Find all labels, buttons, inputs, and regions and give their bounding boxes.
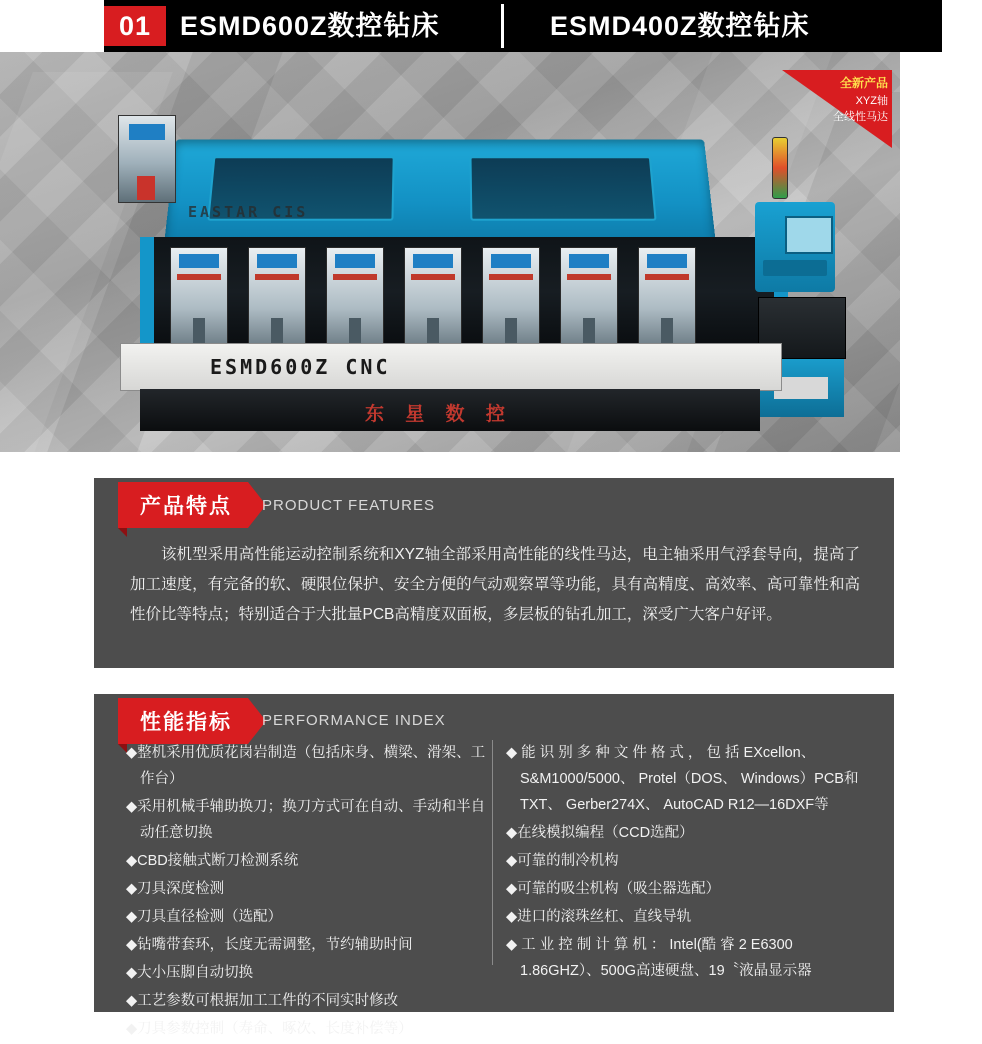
spindle-top-block <box>647 254 687 268</box>
machine-model-label: ESMD600Z CNC <box>210 355 391 379</box>
spindle-tool <box>349 318 361 346</box>
machine-chinese-label: 东 星 数 控 <box>365 404 513 425</box>
list-item: ◆采用机械手辅助换刀；换刀方式可在自动、手动和半自动任意切换 <box>126 799 486 841</box>
list-item: ◆可靠的吸尘机构（吸尘器选配） <box>506 881 721 897</box>
spindle-top-block <box>413 254 453 268</box>
cabinet-panel <box>774 377 828 399</box>
spindle-tool <box>271 318 283 346</box>
list-item: ◆ 能 识 别 多 种 文 件 格 式 ， 包 括 EXcellon、S&M1000/5000、 Protel（DOS、 Windows）PCB和 TXT、 Gerber274X、 AutoCAD R12—16DXF等 <box>506 745 859 813</box>
list-item: ◆刀具参数控制（寿命、啄次、长度补偿等） <box>126 1021 413 1037</box>
spindle-tool <box>505 318 517 346</box>
machine-indicator <box>129 124 165 140</box>
list-item: ◆刀具深度检测 <box>126 881 225 897</box>
performance-left-column <box>126 740 486 1044</box>
spindle-cable <box>333 274 377 280</box>
list-item: ◆钻嘴带套环，长度无需调整，节约辅助时间 <box>126 937 413 953</box>
section-number-badge: 01 <box>104 6 166 46</box>
list-item: ◆刀具直径检测（选配） <box>126 909 283 925</box>
machine-brand-text: EASTAR CIS <box>188 203 309 221</box>
drilling-machine-illustration <box>110 107 810 427</box>
spindle-top-block <box>335 254 375 268</box>
spindle-cable <box>567 274 611 280</box>
header-title-secondary: ESMD400Z数控钻床 <box>550 11 810 41</box>
performance-index-ribbon: 性能指标 <box>118 698 248 744</box>
list-item: ◆在线模拟编程（CCD选配） <box>506 825 694 841</box>
machine-canopy <box>164 139 717 247</box>
spindle-tool <box>661 318 673 346</box>
operator-control-panel <box>755 202 835 292</box>
spindle-cable <box>489 274 533 280</box>
badge-line-3: 全线性马达 <box>833 111 888 123</box>
header-divider <box>501 4 504 48</box>
machine-emergency-button <box>137 176 155 200</box>
badge-line-1: 全新产品 <box>839 76 888 90</box>
new-product-badge <box>782 70 892 140</box>
list-item: ◆ 工 业 控 制 计 算 机 ： Intel(酷 睿 2 E6300 1.86GHZ）、500G高速硬盘、19〝液晶显示器 <box>506 937 812 979</box>
list-item: ◆CBD接触式断刀检测系统 <box>126 853 299 869</box>
header-right-white-block <box>942 0 982 52</box>
spindle-top-block <box>491 254 531 268</box>
performance-index-subtitle: PERFORMANCE INDEX <box>262 712 446 729</box>
spindle-unit <box>170 247 228 349</box>
list-item: ◆进口的滚珠丝杠、直线导轨 <box>506 909 692 925</box>
header-title-primary: ESMD600Z数控钻床 <box>180 11 440 41</box>
spindle-unit <box>560 247 618 349</box>
spindle-top-block <box>179 254 219 268</box>
spindle-unit <box>482 247 540 349</box>
spindle-tool <box>427 318 439 346</box>
column-divider <box>492 740 493 965</box>
header-left-white-block <box>0 0 104 52</box>
spindle-group <box>170 247 730 347</box>
machine-window-right <box>470 156 657 220</box>
product-features-subtitle: PRODUCT FEATURES <box>262 497 435 514</box>
spindle-unit <box>326 247 384 349</box>
page-header <box>0 0 982 52</box>
spindle-unit <box>404 247 462 349</box>
product-features-ribbon: 产品特点 <box>118 482 248 528</box>
product-hero-image <box>0 52 900 452</box>
product-features-paragraph: 该机型采用高性能运动控制系统和XYZ轴全部采用高性能的线性马达，电主轴采用气浮套导向，提高了加工速度，有完备的软、硬限位保护、安全方便的气动观察罩等功能，具有高精度、高效率、高可靠性和高性价比等特点；特别适合于大批量PCB高精度双面板，多层板的钻孔加工，深受广大客户好评。 <box>130 546 860 623</box>
machine-left-column <box>118 115 176 203</box>
list-item: ◆可靠的制冷机构 <box>506 853 619 869</box>
spindle-unit <box>248 247 306 349</box>
badge-line-2: XYZ轴 <box>855 95 888 107</box>
list-item: ◆大小压脚自动切换 <box>126 965 254 981</box>
spindle-cable <box>177 274 221 280</box>
spindle-tool <box>193 318 205 346</box>
spindle-top-block <box>257 254 297 268</box>
spindle-cable <box>411 274 455 280</box>
performance-right-column <box>506 740 876 986</box>
spindle-top-block <box>569 254 609 268</box>
list-item: ◆整机采用优质花岗岩制造（包括床身、横梁、滑架、工作台） <box>126 745 486 787</box>
spindle-tool <box>583 318 595 346</box>
spindle-unit <box>638 247 696 349</box>
panel-keypad <box>763 260 827 276</box>
spindle-cable <box>255 274 299 280</box>
list-item: ◆工艺参数可根据加工工件的不同实时修改 <box>126 993 399 1009</box>
spindle-cable <box>645 274 689 280</box>
panel-screen <box>785 216 833 254</box>
